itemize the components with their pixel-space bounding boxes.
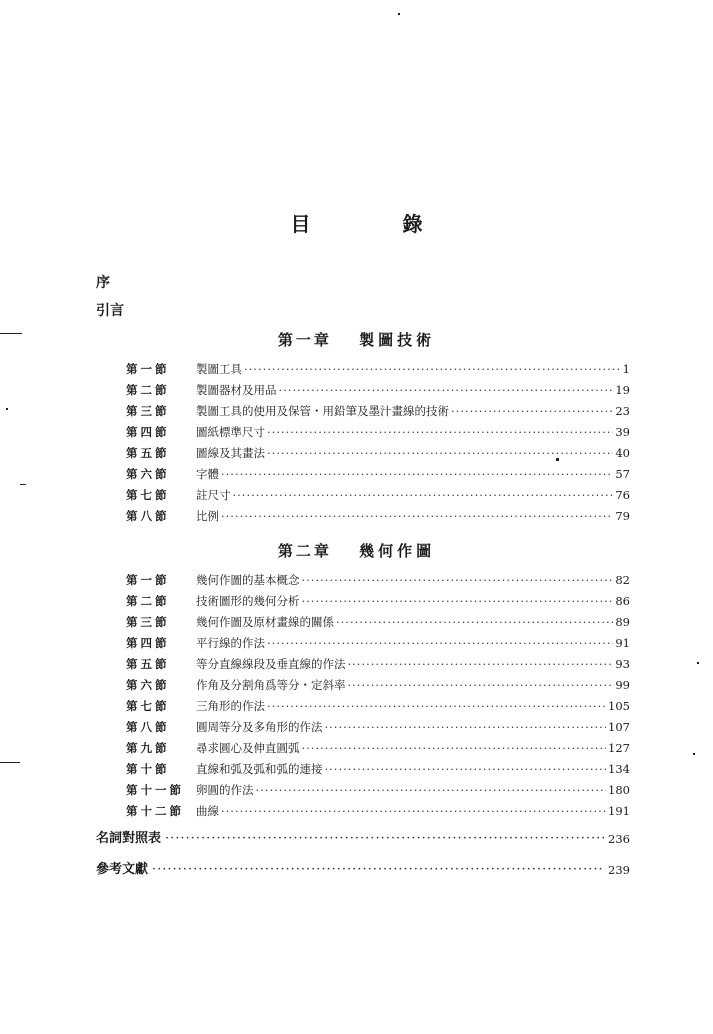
page-number: 236 bbox=[608, 832, 630, 846]
section-title: 圓周等分及多角形的作法 bbox=[196, 720, 323, 734]
leader-dots bbox=[256, 782, 607, 798]
section-number: 第七節 bbox=[126, 488, 170, 502]
leader-dots bbox=[267, 635, 613, 651]
section-title: 三角形的作法 bbox=[196, 699, 265, 713]
page-number: 180 bbox=[608, 783, 630, 797]
leader-dots bbox=[233, 487, 614, 503]
chapter-heading[interactable] bbox=[0, 329, 713, 350]
back-item-references[interactable] bbox=[96, 857, 630, 879]
section-title: 圖線及其畫法 bbox=[196, 446, 265, 460]
toc-entry[interactable] bbox=[126, 736, 630, 756]
toc-entry[interactable] bbox=[126, 568, 630, 588]
scan-speck bbox=[556, 458, 559, 461]
leader-dots bbox=[267, 424, 613, 440]
section-title: 作角及分割角爲等分・定斜率 bbox=[196, 678, 346, 692]
section-number: 第一節 bbox=[126, 362, 170, 376]
leader-dots bbox=[267, 445, 613, 461]
section-number: 第十一節 bbox=[126, 783, 184, 797]
section-number: 第六節 bbox=[126, 467, 170, 481]
toc-entry[interactable] bbox=[126, 715, 630, 735]
toc-entry[interactable] bbox=[126, 799, 630, 819]
page-number: 76 bbox=[615, 488, 630, 502]
chapter-number: 第一章 bbox=[277, 331, 332, 349]
leader-dots bbox=[244, 361, 621, 377]
leader-dots bbox=[325, 719, 607, 735]
section-title: 直線和弧及弧和弧的連接 bbox=[196, 762, 323, 776]
page-number: 86 bbox=[615, 594, 630, 608]
section-title: 製圖器材及用品 bbox=[196, 383, 277, 397]
chapter-name: 幾何作圖 bbox=[359, 542, 436, 560]
section-title: 技術圖形的幾何分析 bbox=[196, 594, 300, 608]
section-title: 比例 bbox=[196, 509, 219, 523]
chapter-heading[interactable] bbox=[0, 540, 713, 561]
section-title: 尋求圓心及伸直圓弧 bbox=[196, 741, 300, 755]
page-number: 127 bbox=[608, 741, 630, 755]
front-item-preface[interactable]: 序 bbox=[96, 275, 110, 291]
back-item-glossary[interactable] bbox=[96, 826, 630, 848]
leader-dots bbox=[302, 740, 607, 756]
scan-speck bbox=[20, 484, 26, 485]
section-title: 製圖工具 bbox=[196, 362, 242, 376]
scan-mark bbox=[0, 762, 20, 763]
leader-dots bbox=[221, 508, 613, 524]
section-number: 第二節 bbox=[126, 594, 170, 608]
chapter-number: 第二章 bbox=[277, 542, 332, 560]
page-number: 107 bbox=[608, 720, 630, 734]
toc-entry[interactable] bbox=[126, 757, 630, 777]
toc-entry[interactable] bbox=[126, 420, 630, 440]
scan-mark bbox=[0, 333, 22, 334]
section-title: 製圖工具的使用及保管・用鉛筆及墨汁畫線的技術 bbox=[196, 404, 449, 418]
toc-entry[interactable] bbox=[126, 610, 630, 630]
toc-entry[interactable] bbox=[126, 378, 630, 398]
section-title: 圖紙標準尺寸 bbox=[196, 425, 265, 439]
toc-entry[interactable] bbox=[126, 399, 630, 419]
scan-speck bbox=[697, 662, 699, 664]
section-title: 等分直線線段及垂直線的作法 bbox=[196, 657, 346, 671]
leader-dots bbox=[348, 656, 614, 672]
section-number: 第二節 bbox=[126, 383, 170, 397]
back-item-title: 參考文獻 bbox=[96, 862, 149, 877]
page-number: 89 bbox=[615, 615, 630, 629]
toc-entry[interactable] bbox=[126, 462, 630, 482]
section-number: 第八節 bbox=[126, 509, 170, 523]
section-title: 卵圓的作法 bbox=[196, 783, 254, 797]
page-number: 91 bbox=[615, 636, 630, 650]
back-item-title: 名詞對照表 bbox=[96, 831, 162, 846]
section-number: 第五節 bbox=[126, 657, 170, 671]
section-title: 字體 bbox=[196, 467, 219, 481]
section-number: 第六節 bbox=[126, 678, 170, 692]
scan-speck bbox=[6, 408, 8, 410]
scan-speck bbox=[398, 13, 400, 15]
leader-dots bbox=[221, 803, 606, 819]
section-number: 第四節 bbox=[126, 636, 170, 650]
page-title: 目 錄 bbox=[290, 212, 459, 236]
leader-dots bbox=[165, 830, 604, 848]
leader-dots bbox=[336, 614, 613, 630]
page-number: 23 bbox=[615, 404, 630, 418]
section-number: 第七節 bbox=[126, 699, 170, 713]
page-number: 39 bbox=[615, 425, 630, 439]
section-number: 第一節 bbox=[126, 573, 170, 587]
leader-dots bbox=[325, 761, 607, 777]
toc-entry[interactable] bbox=[126, 673, 630, 693]
toc-entry[interactable] bbox=[126, 357, 630, 377]
section-title: 註尺寸 bbox=[196, 488, 231, 502]
page-number: 191 bbox=[608, 804, 630, 818]
page-number: 1 bbox=[622, 362, 630, 376]
leader-dots bbox=[279, 382, 614, 398]
page-number: 19 bbox=[615, 383, 630, 397]
page-number: 40 bbox=[615, 446, 630, 460]
section-title: 幾何作圖的基本概念 bbox=[196, 573, 300, 587]
leader-dots bbox=[348, 677, 614, 693]
toc-entry[interactable] bbox=[126, 778, 630, 798]
leader-dots bbox=[221, 466, 613, 482]
scan-speck bbox=[693, 753, 695, 755]
toc-entry[interactable] bbox=[126, 589, 630, 609]
section-number: 第三節 bbox=[126, 615, 170, 629]
section-number: 第四節 bbox=[126, 425, 170, 439]
toc-entry[interactable] bbox=[126, 652, 630, 672]
leader-dots bbox=[152, 861, 604, 879]
front-item-introduction[interactable]: 引言 bbox=[96, 303, 124, 319]
page-number: 79 bbox=[615, 509, 630, 523]
leader-dots bbox=[451, 403, 613, 419]
toc-entry[interactable] bbox=[126, 441, 630, 461]
page-number: 99 bbox=[615, 678, 630, 692]
section-title: 曲線 bbox=[196, 804, 219, 818]
page-number: 93 bbox=[615, 657, 630, 671]
page-number: 105 bbox=[608, 699, 630, 713]
page-number: 82 bbox=[615, 573, 630, 587]
toc-entry[interactable] bbox=[126, 483, 630, 503]
section-number: 第十節 bbox=[126, 762, 170, 776]
section-title: 幾何作圖及原材畫線的關係 bbox=[196, 615, 334, 629]
section-number: 第八節 bbox=[126, 720, 170, 734]
page-number: 239 bbox=[608, 863, 630, 877]
leader-dots bbox=[302, 572, 614, 588]
toc-entry[interactable] bbox=[126, 631, 630, 651]
chapter-name: 製圖技術 bbox=[359, 331, 436, 349]
toc-entry[interactable] bbox=[126, 504, 630, 524]
page-number: 134 bbox=[608, 762, 630, 776]
section-title: 平行線的作法 bbox=[196, 636, 265, 650]
toc-entry[interactable] bbox=[126, 694, 630, 714]
section-number: 第十二節 bbox=[126, 804, 184, 818]
section-number: 第三節 bbox=[126, 404, 170, 418]
section-number: 第九節 bbox=[126, 741, 170, 755]
page-number: 57 bbox=[615, 467, 630, 481]
leader-dots bbox=[267, 698, 606, 714]
leader-dots bbox=[302, 593, 614, 609]
section-number: 第五節 bbox=[126, 446, 170, 460]
